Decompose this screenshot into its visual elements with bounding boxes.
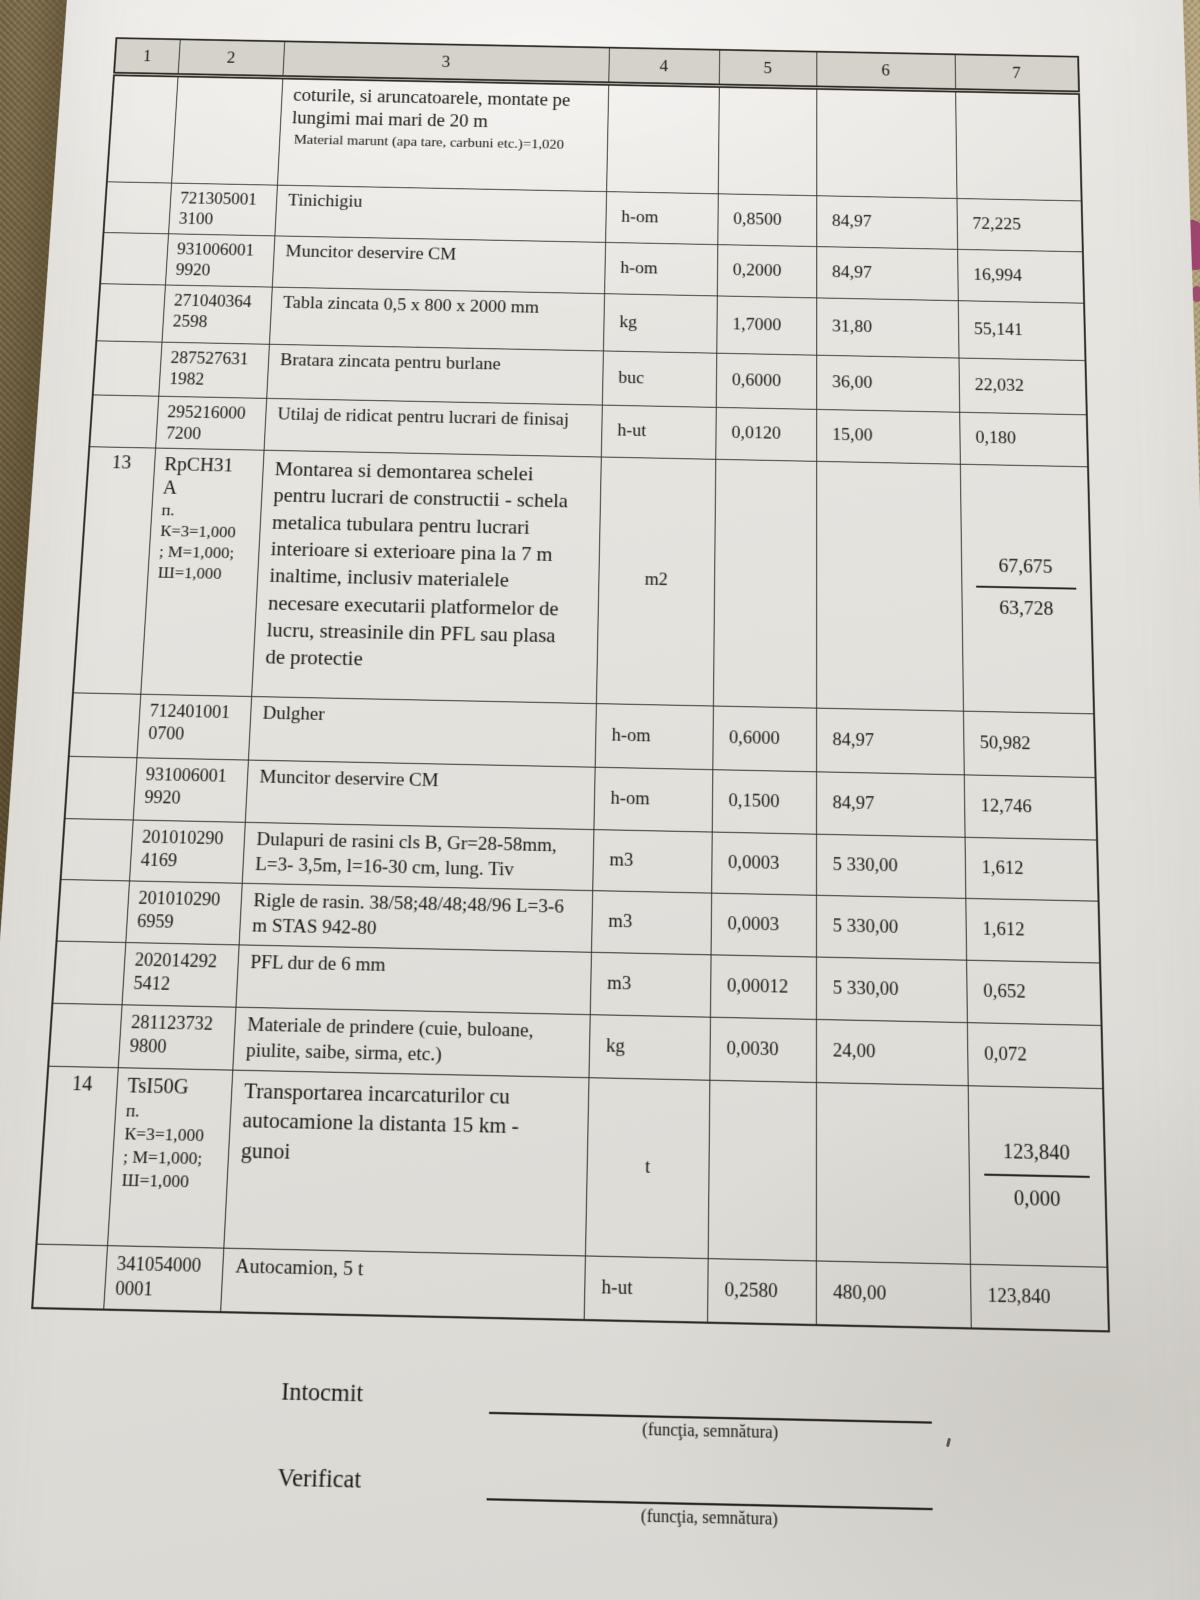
total-cell: 50,982 [963,711,1096,777]
unit-price-cell [816,461,963,711]
quantity-cell: 0,0003 [711,832,816,895]
resource-code-cell: 281123732 9800 [118,1005,236,1070]
item-number-cell [32,1244,107,1309]
resource-code-cell: 271040364 2598 [162,285,272,344]
total-cell: 123,840 [970,1264,1109,1331]
unit-cell: m3 [592,830,712,894]
description-cell: coturile, si aruncatoarele, montate pe lungimi mai mari de 20 m Material marunt (apa tare, carbuni etc.)=1,020 [277,77,608,191]
unit-price-cell [816,1083,970,1265]
quantity-cell: 0,00012 [710,955,816,1020]
item-number-cell [100,233,168,285]
description-cell: Dulapuri de rasini cls B, Gr=28-58mm, L=3- 3,5m, l=16-30 cm, lung. Tiv [242,822,594,890]
quantity-cell [713,459,816,708]
total-cell: 72,225 [957,198,1083,251]
column-header: 3 [282,41,609,83]
quantity-cell: 0,0120 [715,407,816,461]
item-number-cell: 14 [36,1066,117,1245]
column-header: 1 [114,38,180,75]
unit-price-cell: 24,00 [816,1019,968,1085]
unit-price-cell: 5 330,00 [816,957,967,1023]
total-cell: 12,746 [964,775,1097,840]
quantity-cell: 0,2580 [707,1259,816,1325]
column-header: 7 [955,54,1079,92]
quantity-cell: 0,6000 [716,353,816,409]
unit-price-cell: 31,80 [816,298,958,358]
unit-cell: t [585,1078,709,1259]
quantity-cell: 0,0030 [709,1017,816,1082]
description-cell: Muncitor deservire CM [245,760,595,830]
intocmit-label: Intocmit [280,1377,364,1407]
quantity-cell [708,1080,816,1261]
unit-cell: h-om [605,192,718,245]
unit-cell: h-om [593,767,712,832]
description-cell: Muncitor deservire CM [272,236,605,294]
signature-block [18,1372,1113,1538]
description-cell: Rigle de rasin. 38/58;48/48;48/96 L=3-6 m STAS 942-80 [239,883,593,952]
unit-price-cell: 5 330,00 [816,834,965,898]
item-number-cell [69,693,141,758]
column-header: 2 [178,39,285,77]
quantity-cell: 0,6000 [712,706,816,772]
resource-code-cell: 201010290 6959 [125,881,241,945]
verificat-row [276,1464,1113,1538]
total-fraction: 123,840 0,000 [983,1139,1090,1212]
item-number-cell: 13 [73,447,155,695]
total-cell: 1,612 [965,898,1100,963]
continuation-row [107,74,1082,201]
item-number-cell [61,819,133,881]
quantity-cell: 1,7000 [716,296,816,355]
estimate-table [31,37,1110,1332]
unit-cell: buc [602,351,716,407]
verificat-line-wrap [486,1468,933,1534]
quantity-cell: 0,0003 [711,893,816,957]
total-fraction: 67,675 63,728 [975,555,1077,621]
item-number-cell [96,284,165,342]
unit-price-cell: 84,97 [816,708,964,775]
description-cell: Autocamion, 5 t [220,1248,585,1320]
unit-cell: m3 [590,952,711,1017]
column-header: 6 [816,52,955,91]
unit-cell: kg [588,1015,709,1081]
unit-cell: h-om [604,242,717,296]
description-cell: PFL dur de 6 mm [235,945,591,1015]
total-cell: 0,652 [966,960,1101,1025]
item-number-cell [93,341,162,396]
unit-price-cell: 84,97 [816,196,957,250]
item-number-cell [65,756,137,820]
description-cell: Tabla zincata 0,5 x 800 x 2000 mm [269,287,604,351]
unit-price-cell: 84,97 [816,247,958,301]
unit-price-cell: 5 330,00 [816,895,966,960]
unit-cell: m2 [596,457,715,706]
description-cell: Tinichigiu [274,185,606,242]
resource-code-cell: 201010290 4169 [129,820,245,883]
unit-cell: h-ut [584,1256,708,1323]
resource-code-cell: 287527631 1982 [158,342,269,398]
intocmit-line-wrap [488,1382,932,1447]
unit-cell: kg [603,294,717,354]
item-number-cell [107,74,178,183]
description-cell: Transportarea incarcaturilor cu autocamione la distanta 15 km - gunoi [223,1070,588,1256]
total-cell: 55,141 [958,301,1086,361]
description-cell: Utilaj de ridicat pentru lucrari de finisaj [264,398,602,457]
item-row [36,1066,1107,1267]
unit-price-cell: 36,00 [816,355,959,412]
item-number-cell [57,879,129,942]
item-number-cell [89,395,158,448]
resource-code-cell: 341054000 0001 [103,1246,223,1312]
resource-code-cell: RpCH31 A п. К=3=1,000 ; М=1,000; Ш=1,000 [140,448,263,696]
resource-code-cell: 202014292 5412 [122,943,239,1008]
total-cell: 22,032 [959,358,1087,415]
total-cell [960,464,1094,714]
total-cell: 0,072 [967,1023,1103,1089]
item-row [73,447,1094,714]
resource-code-cell: 721305001 3100 [168,183,277,236]
verificat-label: Verificat [276,1463,362,1494]
resource-code-cell: 931006001 9920 [165,234,274,287]
item-number-cell [104,182,172,234]
column-header: 5 [719,50,817,88]
total-cell [955,90,1081,201]
resource-code-cell [171,75,282,185]
unit-cell: m3 [591,891,711,955]
resource-code-cell: 712401001 0700 [136,694,251,760]
unit-price-cell: 15,00 [816,409,960,464]
total-cell: 1,612 [965,837,1099,901]
intocmit-row [279,1378,1110,1451]
unit-cell: h-ut [601,405,716,459]
item-number-cell [48,1003,121,1067]
unit-cell [606,84,719,194]
total-cell [968,1086,1108,1267]
unit-price-cell [816,88,956,199]
unit-price-cell: 84,97 [816,772,965,837]
column-header: 4 [608,48,719,86]
intocmit-caption: (funcţia, semnătura) [642,1420,779,1443]
resource-code-cell: 931006001 9920 [133,758,248,823]
quantity-cell: 0,1500 [712,770,816,835]
item-number-cell [52,941,125,1005]
sheet-content [15,37,1113,1569]
total-cell: 0,180 [959,412,1088,467]
verificat-caption: (funcţia, semnătura) [640,1507,778,1530]
description-cell: Materiale de prindere (cuie, buloane, piulite, saibe, sirma, etc.) [232,1007,589,1078]
quantity-cell [718,86,817,196]
resource-code-cell: 295216000 7200 [155,396,266,450]
unit-price-cell: 480,00 [816,1261,971,1328]
description-cell: Dulgher [248,697,596,768]
resource-code-cell: TsI50G п. К=3=1,000 ; М=1,000; Ш=1,000 [107,1068,232,1248]
estimate-table-body [32,74,1109,1331]
total-cell: 16,994 [957,249,1084,303]
quantity-cell: 0,2000 [717,245,816,298]
description-cell: Bratara zincata pentru burlane [266,344,603,405]
description-cell: Montarea si demontarea schelei pentru lucrari de constructii - schela metalica tubulara pentru lucrari interioare si exterioare pina la 7 m inaltime, inclusiv materialele necesare executarii platformelor de lucru, streasinile din PFL sau plasa de protectie [251,450,601,703]
quantity-cell: 0,8500 [717,194,816,247]
unit-cell: h-om [595,704,713,770]
